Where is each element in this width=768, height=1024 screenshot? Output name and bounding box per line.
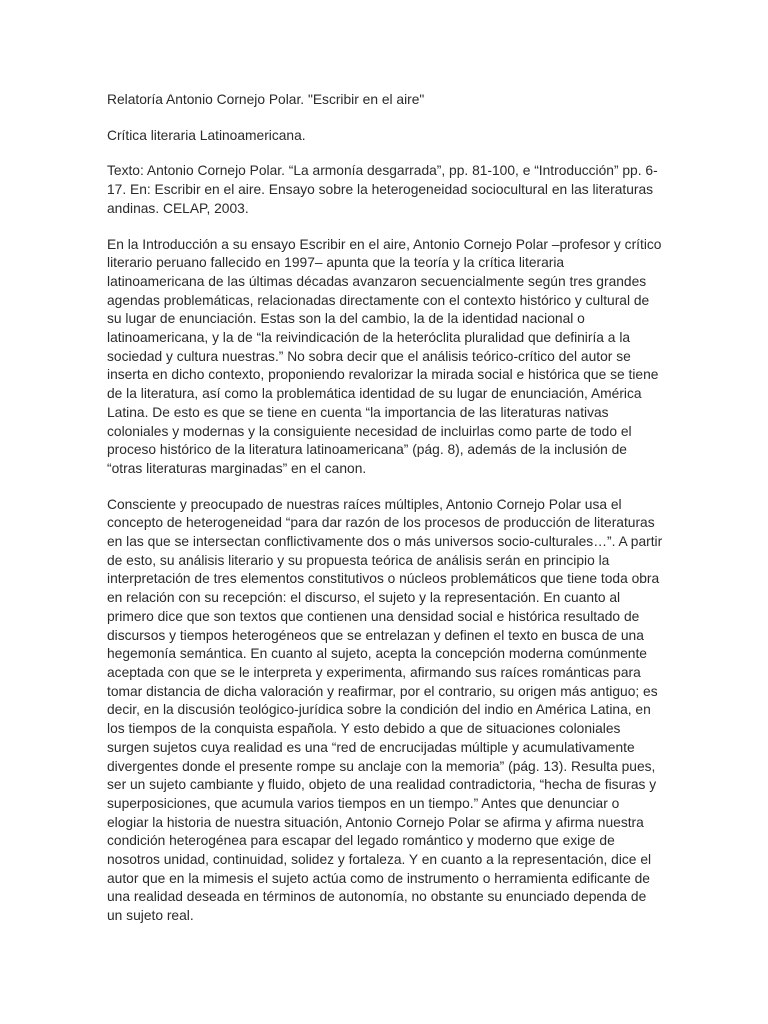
document-reference: Texto: Antonio Cornejo Polar. “La armonía desgarrada”, pp. 81-100, e “Introducción” pp. 6-17. En: Escribir en el aire. Ensayo sobre la heterogeneidad sociocultural en las literaturas andinas. CELAP, 2003.: [107, 163, 658, 216]
document-page: [107, 91, 663, 943]
body-paragraph-2: Consciente y preocupado de nuestras raíces múltiples, Antonio Cornejo Polar usa el concepto de heterogeneidad “para dar razón de los procesos de producción de literaturas en las que se intersectan conflictivamente dos o más universos socio-culturales…”. A partir de esto, su análisis literario y su propuesta teórica de análisis serán en principio la interpretación de tres elementos constitutivos o núcleos problemáticos que tiene toda obra en relación con su recepción: el discurso, el sujeto y la representación. En cuanto al primero dice que son textos que contienen una densidad social e histórica resultado de discursos y tiempos heterogéneos que se entrelazan y definen el texto en busca de una hegemonía semántica. En cuanto al sujeto, acepta la concepción moderna comúnmente aceptada con que se le interpreta y experimenta, afirmando sus raíces románticas para tomar distancia de dicha valoración y reafirmar, por el contrario, su origen más antiguo; es decir, en la discusión teológico-jurídica sobre la condición del indio en América Latina, en los tiempos de la conquista española. Y esto debido a que de situaciones coloniales surgen sujetos cuya realidad es una “red de encrucijadas múltiple y acumulativamente divergentes donde el presente rompe su anclaje con la memoria” (pág. 13). Resulta pues, ser un sujeto cambiante y fluido, objeto de una realidad contradictoria, “hecha de fisuras y superposiciones, que acumula varios tiempos en un tiempo.” Antes que denunciar o elogiar la historia de nuestra situación, Antonio Cornejo Polar se afirma y afirma nuestra condición heterogénea para escapar del legado romántico y moderno que exige de nosotros unidad, continuidad, solidez y fortaleza. Y en cuanto a la representación, dice el autor que en la mimesis el sujeto actúa como de instrumento o herramienta edificante de una realidad deseada en términos de autonomía, no obstante su enunciado dependa de un sujeto real.: [107, 496, 663, 924]
document-title: Relatoría Antonio Cornejo Polar. "Escribir en el aire": [107, 92, 425, 107]
body-paragraph-1: En la Introducción a su ensayo Escribir en el aire, Antonio Cornejo Polar –profesor y crítico literario peruano fallecido en 1997– apunta que la teoría y la crítica literaria latinoamericana de las últimas décadas avanzaron secuencialmente según tres grandes agendas problemáticas, relacionadas directamente con el contexto histórico y cultural de su lugar de enunciación. Estas son la del cambio, la de la identidad nacional o latinoamericana, y la de “la reivindicación de la heteróclita pluralidad que definiría a la sociedad y cultura nuestras.” No sobra decir que el análisis teórico-crítico del autor se inserta en dicho contexto, proponiendo revalorizar la mirada social e histórica que se tiene de la literatura, así como la problemática identidad de su lugar de enunciación, América Latina. De esto es que se tiene en cuenta “la importancia de las literaturas nativas coloniales y modernas y la consiguiente necesidad de incluirlas como parte de todo el proceso histórico de la literatura latinoamericana” (pág. 8), además de la inclusión de “otras literaturas marginadas” en el canon.: [107, 236, 662, 476]
document-subtitle: Crítica literaria Latinoamericana.: [107, 127, 306, 143]
